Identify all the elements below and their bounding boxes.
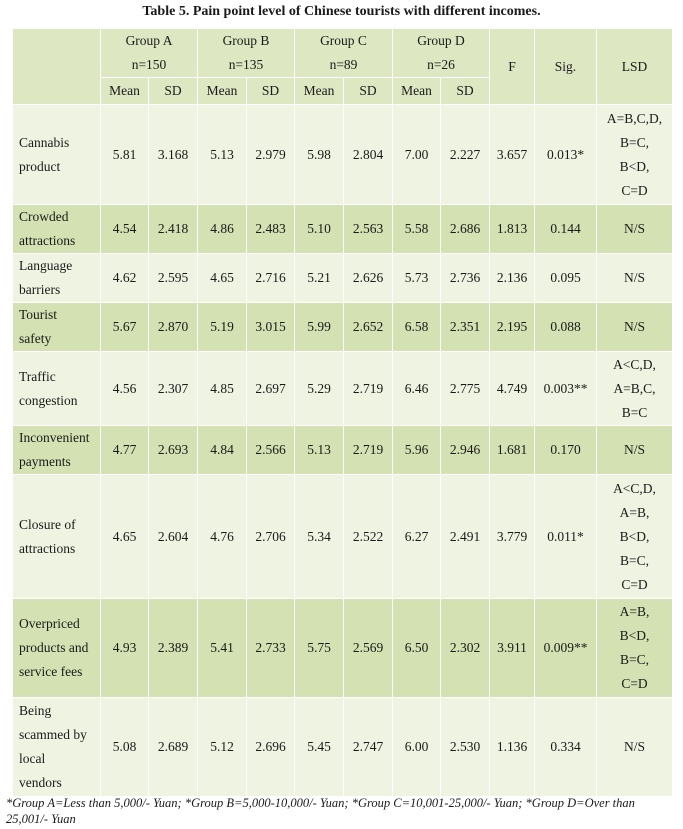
table-row bbox=[13, 254, 673, 303]
row-label: Traffic congestion bbox=[13, 352, 101, 426]
sd-cell: 2.719 bbox=[344, 426, 393, 475]
mean-cell: 7.00 bbox=[393, 105, 441, 205]
sd-cell: 2.652 bbox=[344, 303, 393, 352]
mean-cell: 4.54 bbox=[101, 205, 149, 254]
mean-cell: 5.34 bbox=[295, 475, 344, 599]
mean-cell: 5.08 bbox=[101, 698, 149, 797]
sig-cell: 0.009** bbox=[535, 599, 597, 698]
sd-cell: 2.693 bbox=[149, 426, 198, 475]
f-cell: 3.657 bbox=[490, 105, 535, 205]
mean-cell: 5.98 bbox=[295, 105, 344, 205]
sd-cell: 2.775 bbox=[441, 352, 490, 426]
row-label: Cannabis product bbox=[13, 105, 101, 205]
lsd-cell: N/S bbox=[597, 426, 673, 475]
mean-cell: 5.10 bbox=[295, 205, 344, 254]
lsd-header: LSD bbox=[597, 29, 673, 105]
sd-cell: 2.302 bbox=[441, 599, 490, 698]
table-body bbox=[13, 105, 673, 797]
mean-header: Mean bbox=[198, 78, 247, 105]
sd-cell: 2.804 bbox=[344, 105, 393, 205]
row-label: Crowded attractions bbox=[13, 205, 101, 254]
sd-cell: 2.604 bbox=[149, 475, 198, 599]
mean-header: Mean bbox=[393, 78, 441, 105]
sd-cell: 3.168 bbox=[149, 105, 198, 205]
mean-cell: 4.62 bbox=[101, 254, 149, 303]
f-cell: 3.911 bbox=[490, 599, 535, 698]
row-label: Language barriers bbox=[13, 254, 101, 303]
f-cell: 1.681 bbox=[490, 426, 535, 475]
sig-cell: 0.003** bbox=[535, 352, 597, 426]
sd-cell: 2.389 bbox=[149, 599, 198, 698]
mean-cell: 4.86 bbox=[198, 205, 247, 254]
sd-cell: 2.483 bbox=[247, 205, 295, 254]
sd-cell: 2.697 bbox=[247, 352, 295, 426]
sd-cell: 2.491 bbox=[441, 475, 490, 599]
sd-cell: 2.522 bbox=[344, 475, 393, 599]
lsd-cell: N/S bbox=[597, 698, 673, 797]
sd-header: SD bbox=[247, 78, 295, 105]
sd-cell: 2.696 bbox=[247, 698, 295, 797]
mean-cell: 5.75 bbox=[295, 599, 344, 698]
f-cell: 2.195 bbox=[490, 303, 535, 352]
mean-cell: 4.84 bbox=[198, 426, 247, 475]
sd-cell: 2.418 bbox=[149, 205, 198, 254]
mean-header: Mean bbox=[295, 78, 344, 105]
table-row bbox=[13, 475, 673, 599]
sig-cell: 0.011* bbox=[535, 475, 597, 599]
mean-cell: 4.56 bbox=[101, 352, 149, 426]
sd-cell: 2.689 bbox=[149, 698, 198, 797]
table-row bbox=[13, 599, 673, 698]
mean-cell: 6.50 bbox=[393, 599, 441, 698]
sig-cell: 0.088 bbox=[535, 303, 597, 352]
table-caption: Table 5. Pain point level of Chinese tourists with different incomes. bbox=[142, 4, 541, 19]
mean-cell: 5.29 bbox=[295, 352, 344, 426]
lsd-cell: N/S bbox=[597, 303, 673, 352]
sd-cell: 2.719 bbox=[344, 352, 393, 426]
lsd-cell: A=B,C,D, B=C, B<D, C=D bbox=[597, 105, 673, 205]
sd-cell: 2.530 bbox=[441, 698, 490, 797]
sd-cell: 2.351 bbox=[441, 303, 490, 352]
mean-cell: 5.99 bbox=[295, 303, 344, 352]
mean-cell: 5.21 bbox=[295, 254, 344, 303]
lsd-cell: A<C,D, A=B,C, B=C bbox=[597, 352, 673, 426]
mean-cell: 4.65 bbox=[101, 475, 149, 599]
sd-cell: 2.706 bbox=[247, 475, 295, 599]
f-header: F bbox=[490, 29, 535, 105]
sig-cell: 0.144 bbox=[535, 205, 597, 254]
row-label: Inconvenient payments bbox=[13, 426, 101, 475]
f-cell: 1.136 bbox=[490, 698, 535, 797]
sd-cell: 2.979 bbox=[247, 105, 295, 205]
sd-header: SD bbox=[149, 78, 198, 105]
mean-cell: 4.77 bbox=[101, 426, 149, 475]
sig-header: Sig. bbox=[535, 29, 597, 105]
sd-cell: 2.227 bbox=[441, 105, 490, 205]
sd-cell: 2.946 bbox=[441, 426, 490, 475]
table-row bbox=[13, 303, 673, 352]
table-row bbox=[13, 205, 673, 254]
mean-cell: 5.81 bbox=[101, 105, 149, 205]
sd-cell: 2.736 bbox=[441, 254, 490, 303]
mean-cell: 5.45 bbox=[295, 698, 344, 797]
f-cell: 3.779 bbox=[490, 475, 535, 599]
sd-header: SD bbox=[344, 78, 393, 105]
mean-cell: 4.93 bbox=[101, 599, 149, 698]
sd-cell: 3.015 bbox=[247, 303, 295, 352]
sig-cell: 0.334 bbox=[535, 698, 597, 797]
group-b-header: Group B n=135 bbox=[198, 29, 295, 78]
mean-cell: 4.76 bbox=[198, 475, 247, 599]
group-a-header: Group A n=150 bbox=[101, 29, 198, 78]
mean-cell: 6.00 bbox=[393, 698, 441, 797]
sd-cell: 2.747 bbox=[344, 698, 393, 797]
sd-cell: 2.307 bbox=[149, 352, 198, 426]
mean-cell: 5.12 bbox=[198, 698, 247, 797]
sd-cell: 2.626 bbox=[344, 254, 393, 303]
table-row bbox=[13, 426, 673, 475]
sd-cell: 2.686 bbox=[441, 205, 490, 254]
table-row bbox=[13, 105, 673, 205]
row-label: Overpriced products and service fees bbox=[13, 599, 101, 698]
sd-cell: 2.716 bbox=[247, 254, 295, 303]
f-cell: 2.136 bbox=[490, 254, 535, 303]
mean-cell: 5.73 bbox=[393, 254, 441, 303]
table-row bbox=[13, 698, 673, 797]
sd-cell: 2.569 bbox=[344, 599, 393, 698]
mean-cell: 5.41 bbox=[198, 599, 247, 698]
mean-cell: 5.19 bbox=[198, 303, 247, 352]
group-d-header: Group D n=26 bbox=[393, 29, 490, 78]
mean-cell: 5.13 bbox=[295, 426, 344, 475]
sig-cell: 0.095 bbox=[535, 254, 597, 303]
sd-cell: 2.733 bbox=[247, 599, 295, 698]
sd-cell: 2.595 bbox=[149, 254, 198, 303]
row-label: Closure of attractions bbox=[13, 475, 101, 599]
lsd-cell: A<C,D, A=B, B<D, B=C, C=D bbox=[597, 475, 673, 599]
row-label: Tourist safety bbox=[13, 303, 101, 352]
lsd-cell: A=B, B<D, B=C, C=D bbox=[597, 599, 673, 698]
lsd-cell: N/S bbox=[597, 254, 673, 303]
row-label-header bbox=[13, 29, 101, 105]
group-c-header: Group C n=89 bbox=[295, 29, 393, 78]
mean-cell: 5.13 bbox=[198, 105, 247, 205]
table-row bbox=[13, 352, 673, 426]
lsd-cell: N/S bbox=[597, 205, 673, 254]
mean-cell: 4.85 bbox=[198, 352, 247, 426]
mean-cell: 5.96 bbox=[393, 426, 441, 475]
mean-cell: 6.46 bbox=[393, 352, 441, 426]
row-label: Being scammed by local vendors bbox=[13, 698, 101, 797]
sd-cell: 2.870 bbox=[149, 303, 198, 352]
sd-cell: 2.563 bbox=[344, 205, 393, 254]
mean-cell: 5.58 bbox=[393, 205, 441, 254]
mean-cell: 5.67 bbox=[101, 303, 149, 352]
f-cell: 1.813 bbox=[490, 205, 535, 254]
mean-header: Mean bbox=[101, 78, 149, 105]
group-header-row bbox=[13, 29, 673, 78]
sig-cell: 0.170 bbox=[535, 426, 597, 475]
sd-cell: 2.566 bbox=[247, 426, 295, 475]
mean-cell: 6.58 bbox=[393, 303, 441, 352]
f-cell: 4.749 bbox=[490, 352, 535, 426]
sig-cell: 0.013* bbox=[535, 105, 597, 205]
income-pain-point-table bbox=[12, 28, 673, 797]
mean-cell: 6.27 bbox=[393, 475, 441, 599]
sd-header: SD bbox=[441, 78, 490, 105]
mean-cell: 4.65 bbox=[198, 254, 247, 303]
footnote: *Group A=Less than 5,000/- Yuan; *Group B=5,000-10,000/- Yuan; *Group C=10,001-25,000/- Yuan; *Group D=Over than 25,001/- Yuan bbox=[6, 796, 635, 826]
